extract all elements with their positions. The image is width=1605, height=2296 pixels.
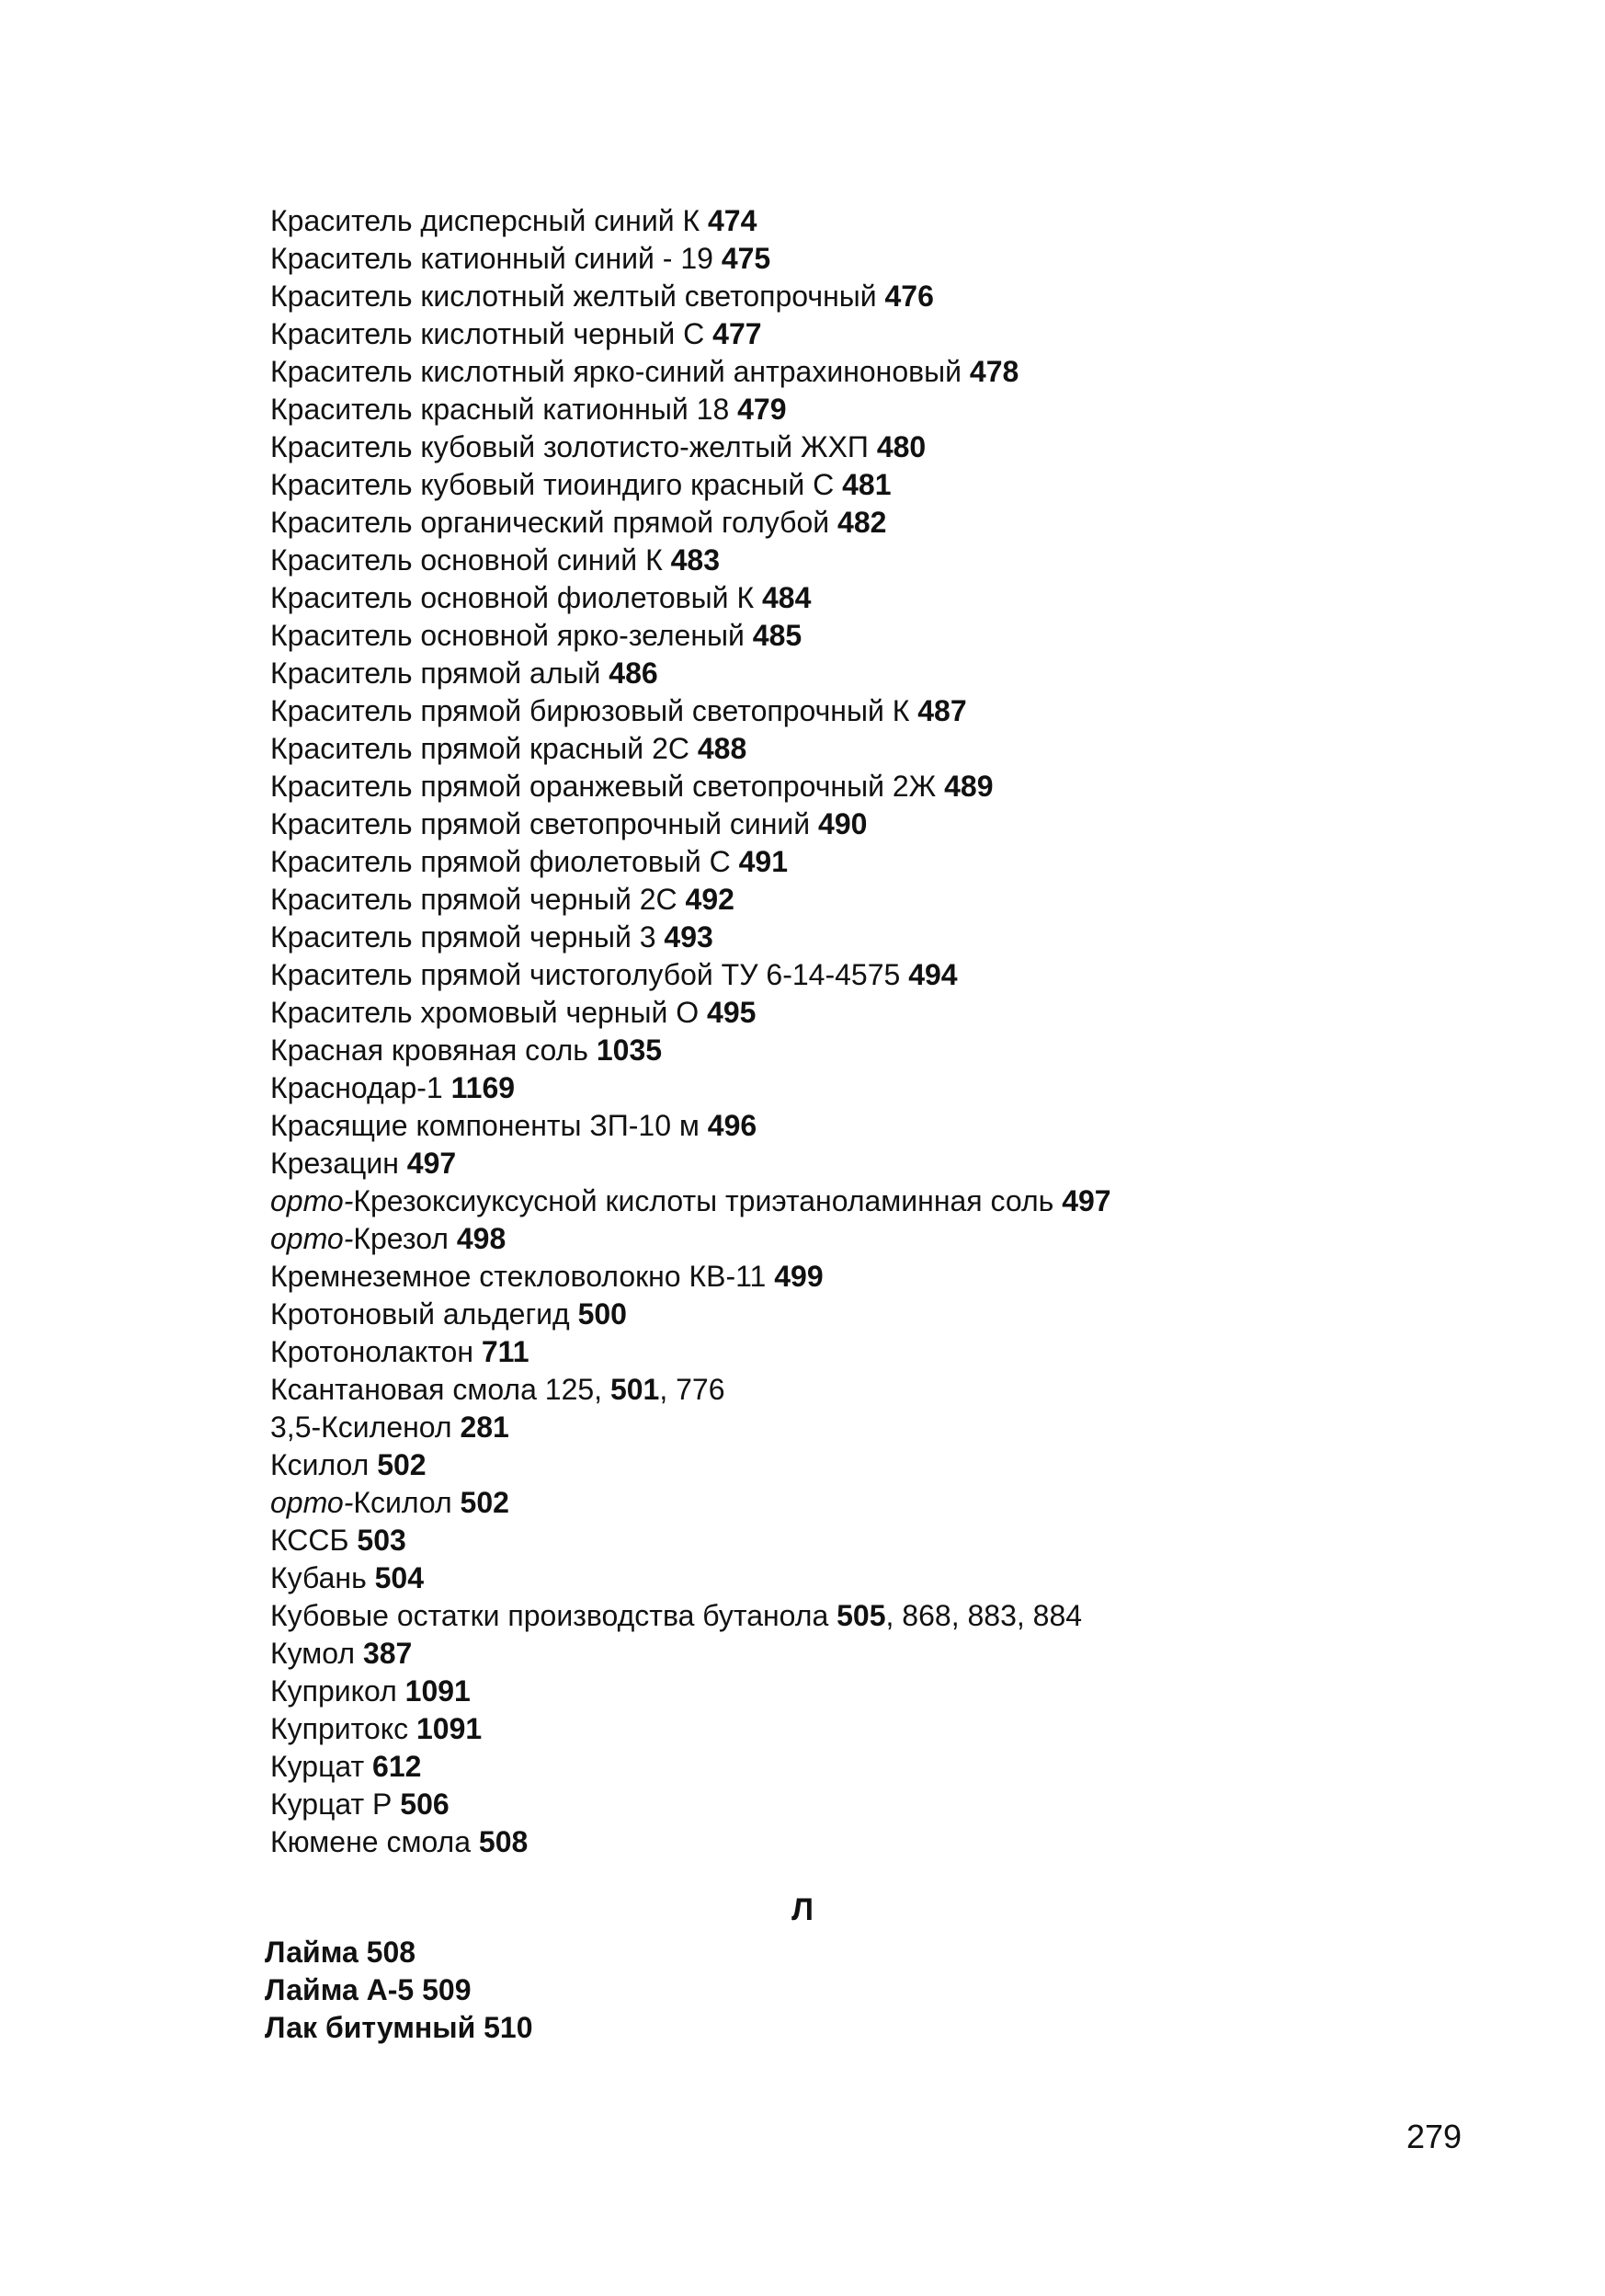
entry-name: Краситель кубовый тиоиндиго красный С bbox=[270, 468, 835, 501]
entry-name: Краситель органический прямой голубой bbox=[270, 506, 830, 539]
entry-page-ref: 505 bbox=[837, 1599, 886, 1632]
index-entry bbox=[270, 881, 1465, 919]
entry-page-ref: 868 bbox=[902, 1599, 951, 1632]
entry-prefix: орто- bbox=[270, 1486, 354, 1519]
index-entry bbox=[270, 542, 1465, 579]
entry-name: Краситель прямой красный 2С bbox=[270, 732, 689, 765]
index-entry bbox=[270, 1559, 1465, 1597]
index-entry: Ксантановая смола 125, 501, 776 bbox=[270, 1373, 725, 1406]
index-entry bbox=[270, 1258, 1465, 1296]
entry-name: Краситель основной синий К bbox=[270, 543, 663, 577]
entry-page-ref: 884 bbox=[1032, 1599, 1083, 1632]
index-entry bbox=[270, 1635, 1465, 1673]
entry-name: Кюмене смола bbox=[270, 1825, 471, 1858]
entry-page-ref: 482 bbox=[837, 506, 887, 539]
entry-name: Лайма bbox=[265, 1936, 359, 1969]
index-entry bbox=[270, 1748, 1465, 1786]
entry-page-ref: 483 bbox=[670, 543, 720, 577]
entry-page-ref: 503 bbox=[357, 1524, 406, 1557]
index-entry bbox=[270, 1032, 1465, 1069]
entry-page-ref: 502 bbox=[377, 1448, 427, 1481]
entry-page-ref: 500 bbox=[577, 1297, 627, 1331]
entry-page-ref: 476 bbox=[884, 280, 934, 313]
index-entry bbox=[270, 956, 1465, 994]
entry-name: Краснодар-1 bbox=[270, 1071, 443, 1104]
entry-page-ref: 1091 bbox=[415, 1712, 483, 1745]
entry-page-ref: 484 bbox=[761, 581, 812, 614]
entry-page-ref: 485 bbox=[752, 619, 802, 652]
index-entry bbox=[270, 655, 1465, 692]
entry-name: КССБ bbox=[270, 1524, 349, 1557]
entry-name: Лайма А-5 bbox=[265, 1973, 415, 2006]
index-entry bbox=[265, 1934, 1000, 1971]
entry-name: Крезацин bbox=[270, 1147, 399, 1180]
entry-name: Краситель кислотный желтый светопрочный bbox=[270, 280, 877, 313]
index-entry bbox=[270, 1673, 1465, 1710]
index-entry bbox=[265, 1971, 1000, 2009]
entry-page-ref: 502 bbox=[460, 1486, 509, 1519]
entry-page-ref: 494 bbox=[908, 958, 958, 991]
index-entry bbox=[270, 1446, 1465, 1484]
index-entry bbox=[270, 1145, 1465, 1182]
index-entry: Кубовые остатки производства бутанола 505, 868, 883, 884 bbox=[270, 1599, 1083, 1632]
entry-page-ref: 486 bbox=[609, 657, 658, 690]
entry-name: Курцат Р bbox=[270, 1788, 393, 1821]
index-entry bbox=[270, 202, 1465, 240]
entry-page-ref: 504 bbox=[374, 1561, 425, 1594]
entry-page-ref: 508 bbox=[366, 1936, 416, 1969]
index-entry bbox=[270, 1710, 1465, 1748]
entry-page-ref: 478 bbox=[969, 355, 1019, 388]
index-entry bbox=[270, 1182, 1465, 1220]
entry-page-ref: 509 bbox=[422, 1973, 472, 2006]
entry-page-ref: 499 bbox=[774, 1260, 824, 1293]
entry-name: Кремнеземное стекловолокно КВ-11 bbox=[270, 1260, 767, 1293]
entry-page-ref: 125 bbox=[544, 1373, 595, 1406]
entry-page-ref: 387 bbox=[362, 1637, 413, 1670]
index-entry bbox=[270, 730, 1465, 768]
entry-name: Краситель прямой чистоголубой ТУ 6-14-4575 bbox=[270, 958, 901, 991]
entry-name: Кротонолактон bbox=[270, 1335, 473, 1368]
entry-name: Кубовые остатки производства бутанола bbox=[270, 1599, 829, 1632]
entry-name: Краситель кислотный ярко-синий антрахиноновый bbox=[270, 355, 962, 388]
entry-name: Кубань bbox=[270, 1561, 367, 1594]
entry-page-ref: 475 bbox=[721, 242, 771, 275]
entry-page-ref: 481 bbox=[842, 468, 892, 501]
entry-page-ref: 508 bbox=[478, 1825, 529, 1858]
entry-page-ref: 487 bbox=[917, 694, 967, 727]
index-entry bbox=[270, 1409, 1465, 1446]
index-entry bbox=[270, 768, 1465, 805]
index-entry bbox=[270, 240, 1465, 278]
entry-page-ref: 491 bbox=[738, 845, 788, 878]
index-entry bbox=[270, 919, 1465, 956]
index-entry bbox=[270, 1823, 1465, 1861]
entry-page-ref: 495 bbox=[707, 996, 757, 1029]
entry-name: Крезоксиуксусной кислоты триэтаноламинная соль bbox=[353, 1184, 1054, 1217]
index-entry bbox=[270, 1069, 1465, 1107]
entry-prefix: орто- bbox=[270, 1184, 354, 1217]
entry-name: Красящие компоненты ЗП-10 м bbox=[270, 1109, 700, 1142]
entry-name: Краситель прямой оранжевый светопрочный 2Ж bbox=[270, 770, 937, 803]
entry-name: Куприкол bbox=[270, 1674, 397, 1708]
index-entry bbox=[270, 1522, 1465, 1559]
entry-page-ref: 477 bbox=[712, 317, 762, 350]
entry-name: Краситель основной фиолетовый К bbox=[270, 581, 755, 614]
entry-name: Краситель прямой бирюзовый светопрочный К bbox=[270, 694, 910, 727]
entry-page-ref: 479 bbox=[737, 393, 787, 426]
index-entry bbox=[270, 1333, 1465, 1371]
entry-page-ref: 493 bbox=[664, 920, 713, 954]
entry-page-ref: 489 bbox=[944, 770, 994, 803]
entry-page-ref: 480 bbox=[876, 430, 927, 463]
entry-page-ref: 488 bbox=[697, 732, 747, 765]
entry-name: Краситель прямой алый bbox=[270, 657, 601, 690]
entry-page-ref: 612 bbox=[372, 1750, 422, 1783]
index-entry bbox=[270, 466, 1465, 504]
index-entry bbox=[270, 994, 1465, 1032]
entry-page-ref: 776 bbox=[676, 1373, 725, 1406]
entry-page-ref: 498 bbox=[456, 1222, 507, 1255]
section-letter: Л bbox=[791, 1892, 814, 1927]
entry-name: Краситель дисперсный синий К bbox=[270, 204, 700, 237]
entry-name: Краситель основной ярко-зеленый bbox=[270, 619, 745, 652]
entry-name: Крезол bbox=[353, 1222, 449, 1255]
index-entry bbox=[270, 692, 1465, 730]
entry-page-ref: 492 bbox=[685, 883, 734, 916]
entry-page-ref: 496 bbox=[707, 1109, 757, 1142]
index-entry bbox=[270, 315, 1465, 353]
index-entry bbox=[265, 2009, 1000, 2047]
index-list-l bbox=[265, 1934, 1000, 2047]
entry-page-ref: 1091 bbox=[404, 1674, 471, 1708]
entry-name: Курцат bbox=[270, 1750, 365, 1783]
entry-name: Краситель прямой светопрочный синий bbox=[270, 807, 811, 840]
index-entry bbox=[270, 353, 1465, 391]
index-entry bbox=[270, 1220, 1465, 1258]
entry-name: 3,5-Ксиленол bbox=[270, 1411, 452, 1444]
entry-name: Купритокс bbox=[270, 1712, 409, 1745]
index-entry bbox=[270, 843, 1465, 881]
entry-page-ref: 510 bbox=[484, 2011, 533, 2044]
entry-page-ref: 501 bbox=[609, 1373, 660, 1406]
entry-page-ref: 490 bbox=[818, 807, 868, 840]
index-entry bbox=[270, 391, 1465, 428]
entry-page-ref: 1169 bbox=[450, 1071, 516, 1104]
entry-name: Ксилол bbox=[270, 1448, 370, 1481]
entry-name: Краситель прямой фиолетовый С bbox=[270, 845, 731, 878]
index-list-k bbox=[270, 202, 1465, 1861]
index-entry bbox=[270, 278, 1465, 315]
index-entry bbox=[270, 428, 1465, 466]
entry-name: Кротоновый альдегид bbox=[270, 1297, 570, 1331]
entry-name: Краситель прямой черный 2С bbox=[270, 883, 677, 916]
entry-name: Краситель катионный синий - 19 bbox=[270, 242, 713, 275]
index-entry bbox=[270, 1484, 1465, 1522]
entry-page-ref: 711 bbox=[481, 1335, 529, 1368]
index-entry bbox=[270, 504, 1465, 542]
page-number: 279 bbox=[1406, 2118, 1463, 2155]
entry-name: Ксантановая смола bbox=[270, 1373, 537, 1406]
entry-page-ref: 281 bbox=[460, 1411, 509, 1444]
entry-prefix: орто- bbox=[270, 1222, 354, 1255]
index-entry bbox=[270, 1107, 1465, 1145]
entry-page-ref: 497 bbox=[1062, 1184, 1111, 1217]
entry-name: Краситель красный катионный 18 bbox=[270, 393, 730, 426]
entry-name: Красная кровяная соль bbox=[270, 1034, 588, 1067]
entry-page-ref: 883 bbox=[967, 1599, 1017, 1632]
entry-name: Лак битумный bbox=[265, 2011, 476, 2044]
index-entry bbox=[270, 805, 1465, 843]
entry-page-ref: 1035 bbox=[596, 1034, 663, 1067]
entry-name: Краситель кубовый золотисто-желтый ЖХП bbox=[270, 430, 869, 463]
index-entry bbox=[270, 579, 1465, 617]
entry-page-ref: 497 bbox=[406, 1147, 457, 1180]
entry-name: Краситель прямой черный 3 bbox=[270, 920, 656, 954]
index-entry bbox=[270, 1786, 1465, 1823]
entry-page-ref: 474 bbox=[708, 204, 757, 237]
entry-name: Краситель кислотный черный С bbox=[270, 317, 705, 350]
entry-name: Ксилол bbox=[353, 1486, 452, 1519]
entry-name: Кумол bbox=[270, 1637, 356, 1670]
index-entry bbox=[270, 1296, 1465, 1333]
index-entry bbox=[270, 617, 1465, 655]
entry-name: Краситель хромовый черный О bbox=[270, 996, 700, 1029]
entry-page-ref: 506 bbox=[400, 1788, 450, 1821]
